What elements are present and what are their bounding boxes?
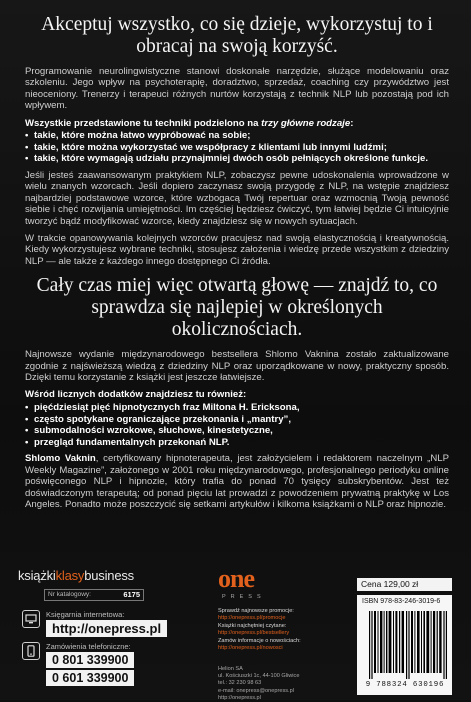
list-item — [25, 425, 449, 437]
brand-part-3: business — [84, 568, 134, 583]
address-line: e-mail: onepress@onepress.pl — [218, 687, 294, 694]
brand-part-2: klasy — [55, 568, 85, 583]
bullet-icon: • — [25, 402, 29, 414]
address-line: Helion SA — [218, 666, 243, 672]
barcode-number: 9 788324 630196 — [365, 681, 445, 689]
phone-orders — [22, 642, 134, 688]
list-item — [25, 437, 449, 449]
link-heading: Książki najchętniej czytane: — [218, 622, 287, 629]
list-item-text: przegląd fundamentalnych przekonań NLP. — [34, 436, 230, 448]
additions-intro: Wśród licznych dodatków znajdziesz tu również: — [25, 389, 247, 401]
list-item-text: takie, które można wykorzystać we współpracy z klientami lub innymi ludźmi; — [34, 141, 387, 153]
bullet-icon: • — [25, 425, 29, 437]
techniques-intro-italic: trzy główne rodzaje — [261, 117, 351, 129]
link-heading: Sprawdź najnowsze promocje: — [218, 608, 294, 614]
catalog-number: 6175 — [123, 590, 140, 599]
shop-label: Księgarnia internetowa: — [46, 610, 125, 619]
edition-paragraph: Najnowsze wydanie międzynarodowego bestsellera Shlomo Vaknina zostało zaktualizowane zgodnie z najświeższą wiedzą z dziedziny NLP oraz uporządkowane w nowy, praktyczny sposób. Dzięki temu korzystanie z książki jest jeszcze łatwiejsze. — [25, 349, 449, 384]
isbn-barcode-box — [357, 595, 452, 695]
headline: Akceptuj wszystko, co się dzieje, wykorzystuj to i obracaj na swoją korzyść. — [41, 14, 433, 57]
list-item — [25, 414, 449, 426]
address-line: http://onepress.pl — [218, 694, 261, 701]
publisher-address — [218, 666, 333, 702]
address-line: ul. Kościuszki 1c, 44-100 Gliwice — [218, 673, 300, 680]
bullet-icon: • — [25, 141, 29, 153]
catalog-label: Nr katalogowy: — [48, 591, 91, 598]
bullet-icon: • — [25, 436, 29, 448]
author-bio — [25, 453, 449, 510]
list-item-text: takie, które wymagają udziału przynajmniej dwóch osób pełniących określone funkcje. — [34, 153, 428, 165]
practitioner-paragraph: Jeśli jesteś zaawansowanym praktykiem NLP, zobaczysz pewne udoskonalenia wprowadzone w wielu znanych wzorcach. Jeśli dopiero zaczynasz swoją przygodę z NLP, na wstępie znajdziesz najbardziej podstawowe wzorce, które wzbogacą Twój repertuar oraz wzmocnią Twoją pewność siebie i chęć rozwijania umiejętności. Im częściej będziesz ćwiczyć, tym łatwiej będzie Ci intuicyjnie tworzyć bądź modyfikować wzorce, kiedy znajdziesz się w nowych sytuacjach. — [25, 170, 449, 227]
list-item — [25, 130, 449, 142]
list-item-text: takie, które można łatwo wypróbować na sobie; — [34, 130, 251, 142]
bullet-icon: • — [25, 413, 29, 425]
techniques-intro-text: Wszystkie przedstawione tu techniki podzielono na — [25, 117, 262, 129]
link-url[interactable]: http://onepress.pl/nowosci — [218, 645, 283, 652]
link-url[interactable]: http://onepress.pl/promocje — [218, 615, 286, 622]
onepress-logo — [218, 564, 274, 604]
shop-url[interactable]: http://onepress.pl — [46, 620, 167, 637]
computer-icon — [22, 610, 40, 628]
promo-links — [218, 608, 333, 652]
bullet-icon: • — [25, 130, 29, 142]
list-item — [25, 142, 449, 154]
link-url[interactable]: http://onepress.pl/bestsellery — [218, 630, 290, 637]
barcode — [369, 611, 447, 679]
bullet-icon: • — [25, 153, 29, 165]
phone-number-2[interactable]: 0 601 339900 — [46, 670, 134, 686]
link-heading: Zamów informacje o nowościach: — [218, 637, 301, 644]
second-headline: Cały czas miej więc otwartą głowę — znajdź to, co sprawdza się najlepiej w określonych okolicznościach. — [36, 275, 438, 341]
flexibility-paragraph: W trakcie opanowywania kolejnych wzorców pracujesz nad swoją elastycznością i kreatywnością. Kiedy wykorzystujesz wybrane techniki, stosujesz założenia i wiedzę przede wszystkim z dziedziny NLP — ale także z każdego innego dostępnego Ci źródła. — [25, 233, 449, 267]
publisher-footer — [0, 558, 471, 700]
intro-paragraph: Programowanie neurolingwistyczne stanowi doskonałe narzędzie, służące modelowaniu oraz szkoleniu. Jego wpływ na psychoterapię, doradztwo, sprzedaż, coaching czy przywództwo jest nieoceniony. Trenerzy i terapeuci różnych nurtów korzystają z technik NLP lub pozostają pod ich wpływem. — [25, 66, 449, 112]
list-item-text: często spotykane ograniczające przekonania i „mantry”, — [34, 413, 291, 425]
list-item — [25, 153, 449, 165]
techniques-list — [25, 130, 449, 165]
author-name: Shlomo Vaknin — [25, 453, 96, 465]
isbn-number: ISBN 978-83-246-3019-6 — [362, 598, 441, 605]
price-label: Cena 129,00 zł — [357, 578, 452, 591]
list-item — [25, 402, 449, 414]
blurb — [25, 0, 449, 516]
online-shop — [22, 610, 167, 638]
phone-number-1[interactable]: 0 801 339900 — [46, 652, 134, 668]
address-line: tel.: 32 230 98 63 — [218, 680, 262, 687]
brand-part-1: książki — [18, 568, 56, 583]
catalog-number-box — [44, 589, 144, 601]
phone-label: Zamówienia telefoniczne: — [46, 642, 131, 651]
author-bio-text: , certyfikowany hipnoterapeuta, jest założycielem i redaktorem naczelnym „NLP Weekly Magazine”, założonego w 2001 roku międzynarodowego, profesjonalnego periodyku online poświęconego NLP i hipnozie, który trafia do ponad 70 tysięcy subskrybentów. Jest też doświadczonym terapeutą; od ponad pięciu lat prowadzi z powodzeniem prywatną praktykę w Los Angeles. Ponadto może poszczycić się setkami artykułów i kilkoma książkami o NLP oraz hipnozie. — [25, 453, 449, 511]
techniques-intro — [25, 118, 449, 130]
logo-subtext: PRESS — [222, 594, 266, 600]
list-item-text: pięćdziesiąt pięć hipnotycznych fraz Miltona H. Ericksona, — [34, 402, 300, 414]
techniques-intro-colon: : — [350, 117, 354, 129]
phone-icon — [22, 642, 40, 660]
additions-list — [25, 402, 449, 448]
list-item-text: submodalności wzrokowe, słuchowe, kinestetyczne, — [34, 425, 273, 437]
logo-text: one — [218, 564, 254, 593]
series-brand — [18, 568, 134, 583]
